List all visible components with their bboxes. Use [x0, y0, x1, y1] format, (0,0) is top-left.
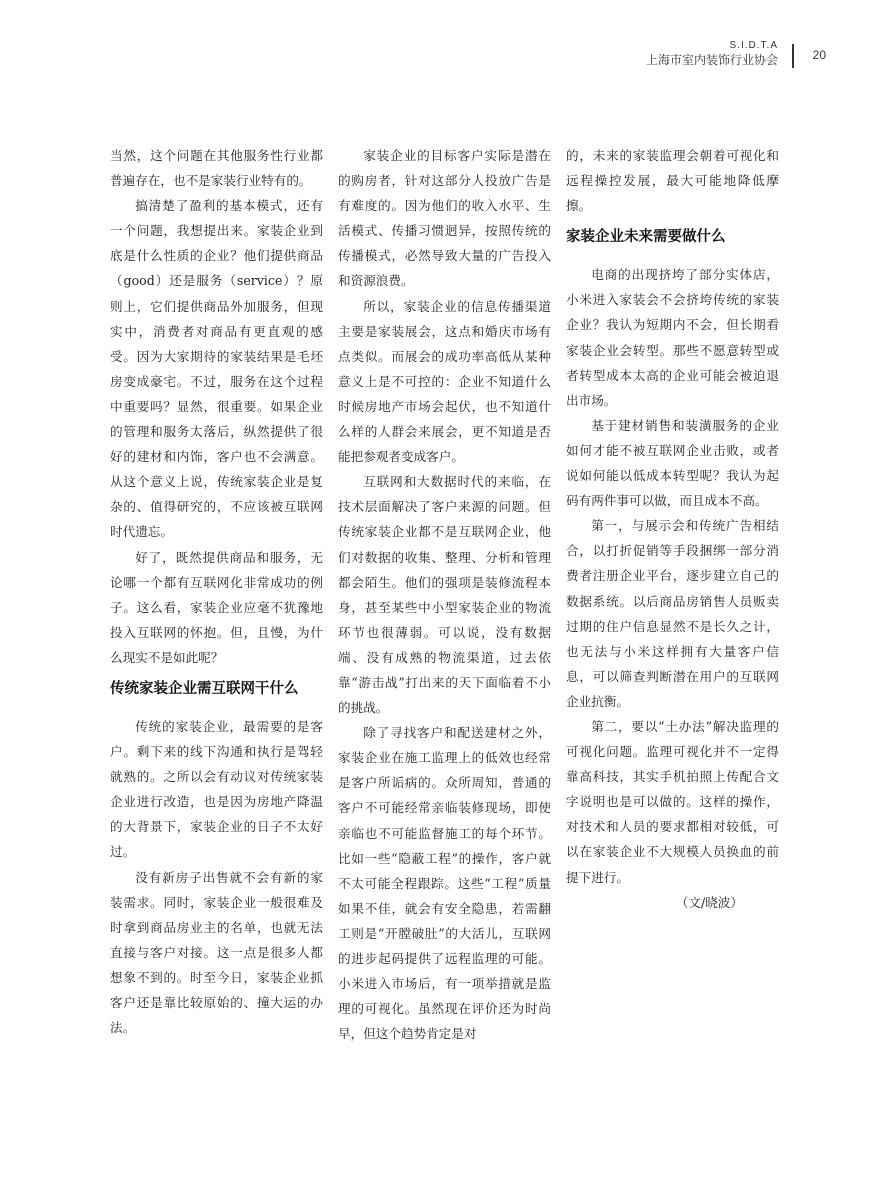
- association-abbreviation: S.I.D.T.A: [729, 40, 778, 51]
- article-column-1: [110, 143, 323, 1040]
- header-divider: [792, 44, 794, 68]
- association-logo-text: [646, 40, 778, 68]
- paragraph: 没有新房子出售就不会有新的家装需求。同时，家装企业一般很难及时拿到商品房业主的名单，也就无法直接与客户对接。这一点是很多人都想象不到的。时至今日，家装企业抓客户还是靠比较原始的、撞大运的办法。: [110, 869, 323, 1036]
- association-name: 上海市室内装饰行业协会: [645, 53, 778, 67]
- paragraph: 基于建材销售和装潢服务的企业如何才能不被互联网企业击败，或者说如何能以低成本转型呢？我认为起码有两件事可以做，而且成本不高。: [566, 417, 779, 509]
- page-number: 20: [812, 48, 826, 62]
- paragraph: 家装企业的目标客户实际是潜在的购房者，针对这部分人投放广告是有难度的。因为他们的收入水平、生活模式、传播习惯迥异，按照传统的传播模式，必然导致大量的广告投入和资源浪费。: [338, 148, 551, 289]
- section-heading: 传统家装企业需互联网干什么: [110, 680, 299, 697]
- paragraph: 传统的家装企业，最需要的是客户。剩下来的线下沟通和执行是驾轻就熟的。之所以会有动议对传统家装企业进行改造，也是因为房地产降温的大背景下，家装企业的日子不太好过。: [110, 718, 323, 860]
- paragraph: 所以，家装企业的信息传播渠道主要是家装展会，这点和婚庆市场有点类似。而展会的成功率高低从某种意义上是不可控的：企业不知道什么时候房地产市场会起伏，也不知道什么样的人群会来展会，更不知道是否能把参观者变成客户。: [338, 298, 551, 465]
- paragraph: 当然，这个问题在其他服务性行业都普遍存在，也不是家装行业特有的。: [110, 148, 323, 189]
- article-column-3: [566, 143, 779, 915]
- paragraph: 电商的出现挤垮了部分实体店，小米进入家装会不会挤垮传统的家装企业？我认为短期内不会，但长期看家装企业会转型。那些不愿意转型或者转型成本太高的企业可能会被迫退出市场。: [566, 267, 779, 408]
- paragraph: 第一，与展示会和传统广告相结合，以打折促销等手段捆绑一部分消费者注册企业平台，逐步建立自己的数据系统。以后商品房销售人员贩卖过期的住户信息显然不是长久之计，也无法与小米这样拥有大量客户信息，可以筛查判断潜在用户的互联网企业抗衡。: [566, 518, 779, 709]
- paragraph: 的，未来的家装监理会朝着可视化和远程操控发展，最大可能地降低摩擦。: [566, 148, 779, 214]
- article-column-2: [338, 143, 551, 1046]
- paragraph: 好了，既然提供商品和服务，无论哪一个都有互联网化非常成功的例子。这么看，家装企业应毫不犹豫地投入互联网的怀抱。但，且慢，为什么现实不是如此呢？: [110, 549, 323, 665]
- paragraph: 互联网和大数据时代的来临，在技术层面解决了客户来源的问题。但传统家装企业都不是互联网企业，他们对数据的收集、整理、分析和管理都会陌生。他们的强项是装修流程本身，甚至某些中小型家装企业的物流环节也很薄弱。可以说，没有数据端、没有成熟的物流渠道，过去依靠“游击战”打出来的天下面临着不小的挑战。: [338, 474, 551, 716]
- paragraph: 第二，要以“土办法”解决监理的可视化问题。监理可视化并不一定得靠高科技，其实手机拍照上传配合文字说明也是可以做的。这样的操作，对技术和人员的要求都相对较低，可以在家装企业不大规模人员换血的前提下进行。: [566, 718, 779, 885]
- paragraph: 搞清楚了盈利的基本模式，还有一个问题，我想提出来。家装企业到底是什么性质的企业？他们提供商品（good）还是服务（service）？原则上，它们提供商品外加服务，但现实中，消费者对商品有更直观的感受。因为大家期待的家装结果是毛坯房变成豪宅。不过，服务在这个过程中重要吗？显然，很重要。如果企业的管理和服务太落后，纵然提供了很好的建材和内饰，客户也不会满意。从这个意义上说，传统家装企业是复杂的、值得研究的，不应该被互联网时代遗忘。: [110, 198, 323, 540]
- section-heading: 家装企业未来需要做什么: [566, 229, 726, 246]
- paragraph: 除了寻找客户和配送建材之外，家装企业在施工监理上的低效也经常是客户所诟病的。众所周知，普通的客户不可能经常亲临装修现场，即使亲临也不可能监督施工的每个环节。比如一些“隐蔽工程”的操作，客户就不太可能全程跟踪。这些“工程”质量如果不佳，就会有安全隐患，若需翻工则是“开膛破肚”的大活儿，互联网的进步起码提供了远程监理的可能。小米进入市场后，有一项举措就是监理的可视化。虽然现在评价还为时尚早，但这个趋势肯定是对: [338, 725, 551, 1042]
- author-byline: （文/晓波）: [675, 894, 743, 910]
